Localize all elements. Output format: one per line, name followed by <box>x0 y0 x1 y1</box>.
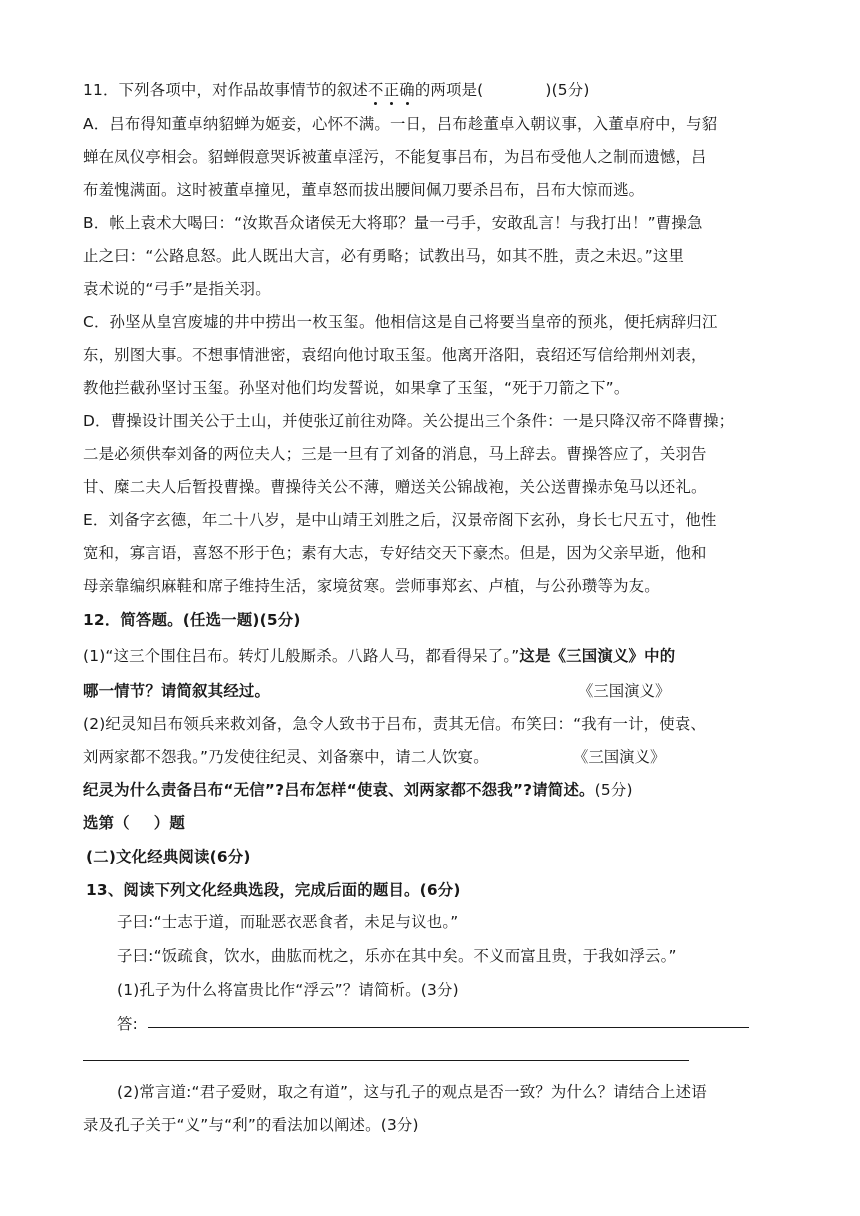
q11-option-d-line1: D．曹操设计围关公于土山，并使张辽前往劝降。关公提出三个条件：一是只降汉帝不降曹操； <box>83 412 735 430</box>
q11-stem <box>83 79 783 101</box>
q12-title: 12．简答题。(任选一题)(5分) <box>83 611 301 629</box>
q11-option-b-line2: 止之曰：“公路息怒。此人既出大言，必有勇略；试教出马，如其不胜，责之未迟。”这里 <box>83 247 685 265</box>
q11-option-c-line1: C．孙坚从皇宫废墟的井中捞出一枚玉玺。他相信这是自己将要当皇帝的预兆，便托病辞归江 <box>83 313 718 331</box>
q11-option-d-line3: 甘、糜二夫人后暂投曹操。曹操待关公不薄，赠送关公锦战袍，关公送曹操赤兔马以还礼。 <box>83 478 707 496</box>
q11-option-e-line2: 宽和，寡言语，喜怒不形于色；素有大志，专好结交天下豪杰。但是，因为父亲早逝，他和 <box>83 544 707 562</box>
q11-option-b-line1: B．帐上袁术大喝曰：“汝欺吾众诸侯无大将耶？量一弓手，安敢乱言！与我打出！”曹操急 <box>83 214 703 232</box>
q13-title: 13、阅读下列文化经典选段，完成后面的题目。(6分) <box>86 881 461 899</box>
q13-sub-question-2-line2: 录及孔子关于“义”与“利”的看法加以阐述。(3分) <box>83 1116 419 1134</box>
q12-part1-line2: 哪一情节？请简叙其经过。 <box>83 682 271 700</box>
q12-part2-question: 纪灵为什么责备吕布“无信”?吕布怎样“使袁、刘两家都不怨我”?请简述。 <box>83 781 595 799</box>
q12-part2-line1: (2)纪灵知吕布领兵来救刘备，急令人致书于吕布，责其无信。布笑曰：“我有一计，使袁、 <box>83 715 707 733</box>
q12-choose-line <box>83 812 783 834</box>
emphasis-char-3: 确 <box>399 81 415 99</box>
answer-line-2[interactable] <box>83 1060 689 1061</box>
emphasis-char-2: 正 <box>383 81 400 99</box>
q11-option-a-line2: 蝉在凤仪亭相会。貂蝉假意哭诉被董卓淫污，不能复事吕布，为吕布受他人之制而遗憾，吕 <box>83 148 707 166</box>
q11-option-e-line1: E．刘备字玄德，年二十八岁，是中山靖王刘胜之后，汉景帝阁下玄孙，身长七尺五寸，他性 <box>83 511 717 529</box>
q12-choose-prefix: 选第（ <box>83 814 130 832</box>
q12-choose-suffix: ）题 <box>153 814 185 832</box>
q13-answer-label: 答: <box>117 1015 138 1033</box>
q11-suffix: 的两项是( <box>414 81 484 99</box>
q12-part1-quote: (1)“这三个围住吕布。转灯儿般厮杀。八路人马，都看得呆了。” <box>83 647 520 665</box>
q13-quote-1: 子曰:“士志于道，而耻恶衣恶食者，未足与议也。” <box>117 913 459 931</box>
q11-option-a-line3: 布羞愧满面。这时被董卓撞见，董卓怒而拔出腰间佩刀要杀吕布，吕布大惊而逃。 <box>83 181 645 199</box>
section-2-title: (二)文化经典阅读(6分) <box>86 848 251 866</box>
q11-score: )(5分) <box>545 81 590 99</box>
answer-line-1[interactable] <box>148 1027 749 1028</box>
q13-quote-2: 子曰:“饭疏食，饮水，曲肱而枕之，乐亦在其中矣。不义而富且贵，于我如浮云。” <box>117 947 677 965</box>
q11-option-c-line2: 东，别图大事。不想事情泄密，袁绍向他讨取玉玺。他离开洛阳，袁绍还写信给荆州刘表， <box>83 346 707 364</box>
q12-part2-score: (5分) <box>594 781 633 799</box>
q12-part2-line2: 刘两家都不怨我。”乃发使往纪灵、刘备寨中，请二人饮宴。 <box>83 748 489 766</box>
q11-prefix: 11．下列各项中，对作品故事情节的叙述 <box>83 81 369 99</box>
q11-option-e-line3: 母亲靠编织麻鞋和席子维持生活，家境贫寒。尝师事郑玄、卢植，与公孙瓒等为友。 <box>83 577 660 595</box>
q11-option-b-line3: 袁术说的“弓手”是指关羽。 <box>83 280 271 298</box>
q12-part1-citation: 《三国演义》 <box>578 682 671 700</box>
q13-sub-question-1: (1)孔子为什么将富贵比作“浮云”？请简析。(3分) <box>117 981 459 999</box>
emphasis-char-1: 不 <box>368 81 384 99</box>
q12-part1-question: 这是《三国演义》中的 <box>519 647 676 665</box>
q12-part2-question-line <box>83 779 783 801</box>
q12-part2-citation: 《三国演义》 <box>573 748 666 766</box>
q11-option-a-line1: A．吕布得知董卓纳貂蝉为姬妾，心怀不满。一日，吕布趁董卓入朝议事，入董卓府中，与貂 <box>83 115 718 133</box>
q11-option-d-line2: 二是必须供奉刘备的两位夫人；三是一旦有了刘备的消息，马上辞去。曹操答应了，关羽告 <box>83 445 707 463</box>
q12-part1-line1 <box>83 645 783 667</box>
q11-option-c-line3: 教他拦截孙坚讨玉玺。孙坚对他们均发誓说，如果拿了玉玺，“死于刀箭之下”。 <box>83 379 630 397</box>
q13-sub-question-2-line1: (2)常言道:“君子爱财，取之有道”，这与孔子的观点是否一致？为什么？请结合上述语 <box>117 1083 707 1101</box>
